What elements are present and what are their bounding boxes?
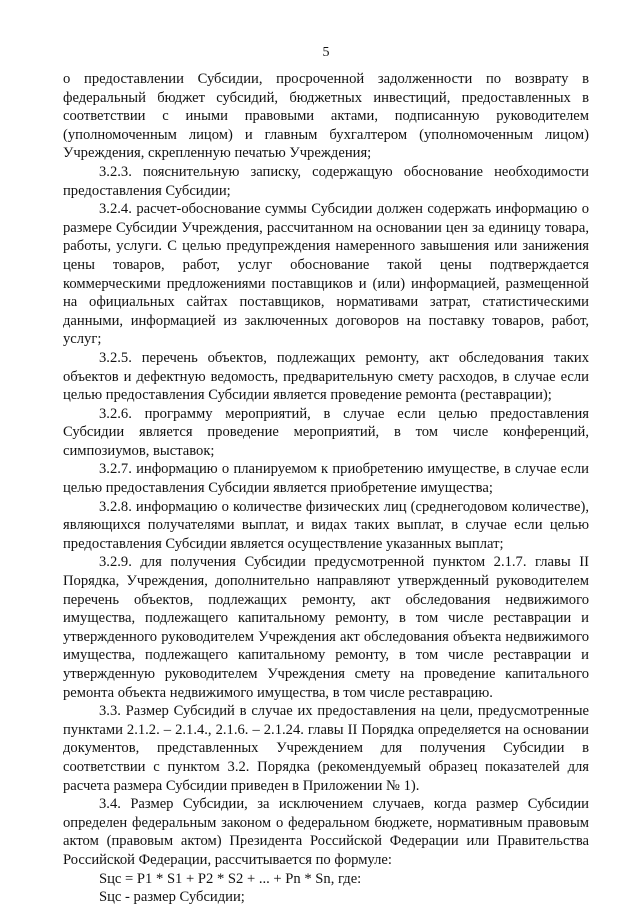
paragraph-3-2-4: 3.2.4. расчет-обоснование суммы Субсидии должен содержать информацию о размере Субсидии Учреждения, рассчитанном на основании цен за единицу товара, работы, услуги. С целью предупреждения намеренного завышения или занижения цены товаров, работ, услуг обоснование такой цены подтверждается коммерческими предложениями поставщиков и (или) информацией, размещенной на официальных сайтах поставщиков, нормативами затрат, статистическими данными, информацией из заключенных договоров на поставку товаров, работ, услуг; bbox=[63, 201, 589, 348]
paragraph-3-4: 3.4. Размер Субсидии, за исключением случаев, когда размер Субсидии определен федеральным законом о федеральном бюджете, нормативным правовым актом (правовым актом) Президента Российской Федерации или Правительства Российской Федерации, рассчитывается по формуле: bbox=[63, 796, 589, 868]
paragraph-3-3: 3.3. Размер Субсидий в случае их предоставления на цели, предусмотренные пунктами 2.1.2. – 2.1.4., 2.1.6. – 2.1.24. главы II Порядка определяется на основании документов, представленных Учреждением для получения Субсидии в соответствии с пунктом 3.2. Порядка (рекомендуемый образец показателей для расчета размера Субсидии приведен в Приложении № 1). bbox=[63, 703, 589, 794]
formula-definition: Sцс - размер Субсидии; bbox=[99, 889, 245, 906]
paragraph-3-2-9: 3.2.9. для получения Субсидии предусмотренной пунктом 2.1.7. главы II Порядка, Учреждения, дополнительно направляют утвержденный руководителем перечень объектов, подлежащих ремонту, акт обследования недвижимого имущества, подлежащего капитальному ремонту, в том числе реставрации и утвержденного руководителем Учреждения акт обследования объекта недвижимого имущества, подлежащего капитальному ремонту, в том числе реставрации и утвержденную руководителем Учреждения смету на проведение капитального ремонта объекта недвижимого имущества, в том числе реставрацию. bbox=[63, 554, 589, 701]
paragraph-3-2-6: 3.2.6. программу мероприятий, в случае если целью предоставления Субсидии является проведение мероприятий, в том числе конференций, симпозиумов, выставок; bbox=[63, 405, 589, 459]
paragraph-3-2-3: 3.2.3. пояснительную записку, содержащую обоснование необходимости предоставления Субсидии; bbox=[63, 163, 589, 199]
subsidy-formula: Sцс = P1 * S1 + P2 * S2 + ... + Pn * Sn, где: bbox=[99, 870, 362, 887]
document-body bbox=[63, 70, 589, 907]
paragraph-3-2-8: 3.2.8. информацию о количестве физических лиц (среднегодовом количестве), являющихся получателями выплат, и видах таких выплат, в случае если целью предоставления Субсидии является осуществление указанных выплат; bbox=[63, 498, 589, 552]
paragraph-continuation: о предоставлении Субсидии, просроченной задолженности по возврату в федеральный бюджет субсидий, бюджетных инвестиций, предоставленных в соответствии с иными правовыми актами, подписанную руководителем (уполномоченным лицом) и главным бухгалтером (уполномоченным лицом) Учреждения, скрепленную печатью Учреждения; bbox=[63, 71, 589, 162]
paragraph-3-2-7: 3.2.7. информацию о планируемом к приобретению имуществе, в случае если целью предоставления Субсидии является приобретение имущества; bbox=[63, 461, 589, 497]
paragraph-3-2-5: 3.2.5. перечень объектов, подлежащих ремонту, акт обследования таких объектов и дефектную ведомость, предварительную смету расходов, в случае если целью предоставления Субсидии является проведение ремонта (реставрации); bbox=[63, 349, 589, 404]
page-number: 5 bbox=[322, 45, 330, 60]
